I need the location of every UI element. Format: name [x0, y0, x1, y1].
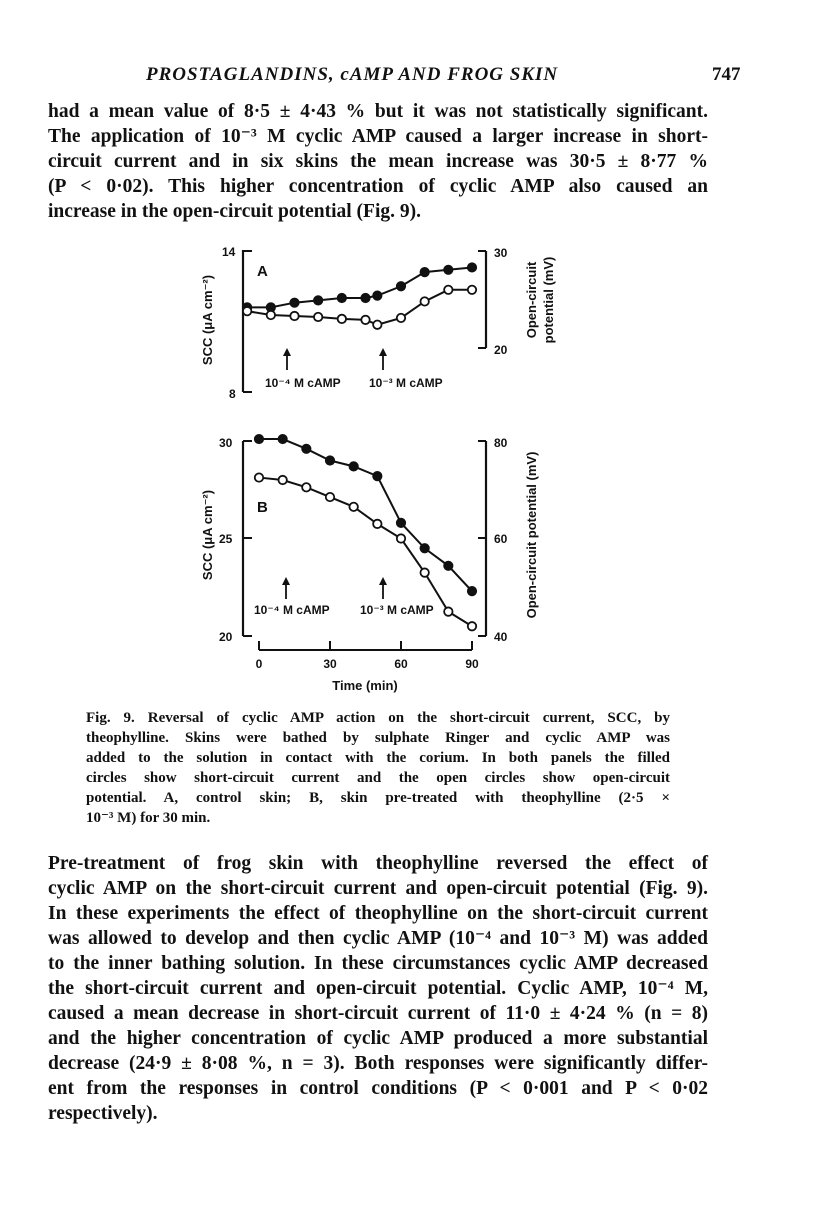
panel-b-left-tick-25: 25 — [219, 532, 233, 546]
scc-data-point — [420, 268, 428, 276]
x-tick-label: 30 — [323, 657, 337, 671]
text-line: Pre-treatment of frog skin with theophylline reversed the effect of — [48, 853, 708, 874]
scc-data-point — [444, 266, 452, 274]
arrow-1e-4-b — [282, 577, 290, 599]
panel-a-annotation-2: 10⁻³ M cAMP — [369, 376, 443, 390]
panel-a-right-tick-top: 30 — [494, 246, 508, 260]
caption-line: Fig. 9. Reversal of cyclic AMP action on the short-circuit current, SCC, by — [86, 710, 670, 726]
ocp-data-point — [444, 607, 452, 615]
paragraph-2 — [48, 851, 708, 1126]
scc-data-point — [420, 544, 428, 552]
arrow-1e-4-a — [283, 348, 291, 370]
ocp-data-point — [314, 313, 322, 321]
ocp-data-point — [255, 473, 263, 481]
ocp-data-point — [278, 476, 286, 484]
text-line: The application of 10⁻³ M cyclic AMP caused a larger increase in short- — [48, 126, 708, 147]
panel-b-label: B — [257, 499, 268, 516]
panel-b-right-tick-40: 40 — [494, 630, 508, 644]
ocp-data-point — [468, 622, 476, 630]
scc-data-point — [278, 435, 286, 443]
text-line: cyclic AMP on the short-circuit current and open-circuit potential (Fig. 9). — [48, 878, 708, 899]
running-title: PROSTAGLANDINS, cAMP AND FROG SKIN — [146, 64, 559, 85]
text-line: respectively). — [48, 1103, 158, 1124]
text-line: circuit current and in six skins the mean increase was 30·5 ± 8·77 % — [48, 151, 708, 172]
text-line: (P < 0·02). This higher concentration of cyclic AMP also caused an — [48, 176, 708, 197]
scc-data-point — [468, 263, 476, 271]
ocp-data-point — [397, 534, 405, 542]
scc-data-point — [302, 445, 310, 453]
ocp-data-point — [397, 314, 405, 322]
panel-b-annotation-2: 10⁻³ M cAMP — [360, 603, 434, 617]
panel-a-label: A — [257, 263, 268, 280]
ocp-data-point — [444, 286, 452, 294]
text-line: was allowed to develop and then cyclic AMP (10⁻⁴ and 10⁻³ M) was added — [48, 928, 708, 949]
scc-data-point — [290, 299, 298, 307]
scc-data-point — [373, 291, 381, 299]
ocp-data-point — [267, 311, 275, 319]
caption-line: added to the solution in contact with the corium. In both panels the filled — [86, 750, 670, 766]
text-line: and the higher concentration of cyclic AMP produced a more substantial — [48, 1028, 708, 1049]
text-line: to the inner bathing solution. In these circumstances cyclic AMP decreased — [48, 953, 708, 974]
scc-data-point — [326, 456, 334, 464]
scc-data-point — [444, 562, 452, 570]
arrow-1e-3-b — [379, 577, 387, 599]
panel-a-right-axis-label-1: Open-circuit — [524, 261, 539, 339]
ocp-data-point — [338, 315, 346, 323]
page-number: 747 — [712, 64, 741, 85]
ocp-data-point — [420, 568, 428, 576]
panel-b-left-tick-20: 20 — [219, 630, 233, 644]
caption-line: theophylline. Skins were bathed by sulphate Ringer and cyclic AMP was — [86, 730, 670, 746]
panel-a-left-tick-bottom: 8 — [229, 387, 236, 401]
panel-b-left-axis-label: SCC (μA cm⁻²) — [200, 489, 215, 581]
panel-b-series — [255, 435, 476, 631]
text-line: In these experiments the effect of theophylline on the short-circuit current — [48, 903, 708, 924]
scc-data-point — [314, 296, 322, 304]
ocp-data-point — [373, 520, 381, 528]
panel-b-right-tick-80: 80 — [494, 436, 508, 450]
text-line: ent from the responses in control conditions (P < 0·001 and P < 0·02 — [48, 1078, 708, 1099]
scc-data-point — [468, 587, 476, 595]
ocp-data-point — [326, 493, 334, 501]
scc-series-line — [247, 267, 472, 307]
panel-a-left-axis-label: SCC (μA cm⁻²) — [200, 274, 215, 366]
panel-b-right-tick-60: 60 — [494, 532, 508, 546]
ocp-data-point — [361, 316, 369, 324]
panel-a-right-axis-label-2: potential (mV) — [541, 256, 556, 344]
x-tick-label: 60 — [394, 657, 408, 671]
text-line: increase in the open-circuit potential (Fig. 9). — [48, 201, 421, 222]
ocp-data-point — [302, 483, 310, 491]
ocp-data-point — [373, 321, 381, 329]
scc-data-point — [373, 472, 381, 480]
panel-a-right-tick-bottom: 20 — [494, 343, 508, 357]
figure-caption — [86, 708, 670, 828]
panel-a-series — [243, 263, 476, 329]
panel-b-right-axis-label: Open-circuit potential (mV) — [524, 451, 539, 619]
scc-data-point — [255, 435, 263, 443]
panel-b-annotation-1: 10⁻⁴ M cAMP — [254, 603, 330, 617]
text-line: caused a mean decrease in short-circuit current of 11·0 ± 4·24 % (n = 8) — [48, 1003, 708, 1024]
ocp-data-point — [290, 312, 298, 320]
ocp-data-point — [468, 286, 476, 294]
ocp-data-point — [349, 503, 357, 511]
scc-data-point — [361, 294, 369, 302]
scc-data-point — [338, 294, 346, 302]
x-tick-label: 90 — [465, 657, 479, 671]
panel-b — [200, 435, 539, 693]
caption-line: potential. A, control skin; B, skin pre-treated with theophylline (2·5 × — [86, 790, 670, 806]
text-line: the short-circuit current and open-circuit potential. Cyclic AMP, 10⁻⁴ M, — [48, 978, 708, 999]
arrow-1e-3-a — [379, 348, 387, 370]
caption-line: circles show short-circuit current and the open circles show open-circuit — [86, 770, 670, 786]
x-tick-label: 0 — [255, 657, 263, 671]
panel-a-left-tick-top: 14 — [222, 245, 236, 259]
scc-data-point — [397, 282, 405, 290]
scc-data-point — [349, 462, 357, 470]
panel-a-annotation-1: 10⁻⁴ M cAMP — [265, 376, 341, 390]
panel-b-left-tick-30: 30 — [219, 436, 233, 450]
text-line: decrease (24·9 ± 8·08 %, n = 3). Both responses were significantly differ- — [48, 1053, 708, 1074]
panel-a — [200, 245, 556, 401]
caption-line: 10⁻³ M) for 30 min. — [86, 810, 211, 826]
scc-data-point — [397, 519, 405, 527]
ocp-series-line — [247, 290, 472, 325]
ocp-data-point — [420, 297, 428, 305]
ocp-data-point — [243, 307, 251, 315]
x-axis-label: Time (min) — [332, 678, 398, 693]
text-line: had a mean value of 8·5 ± 4·43 % but it was not statistically significant. — [48, 101, 708, 122]
